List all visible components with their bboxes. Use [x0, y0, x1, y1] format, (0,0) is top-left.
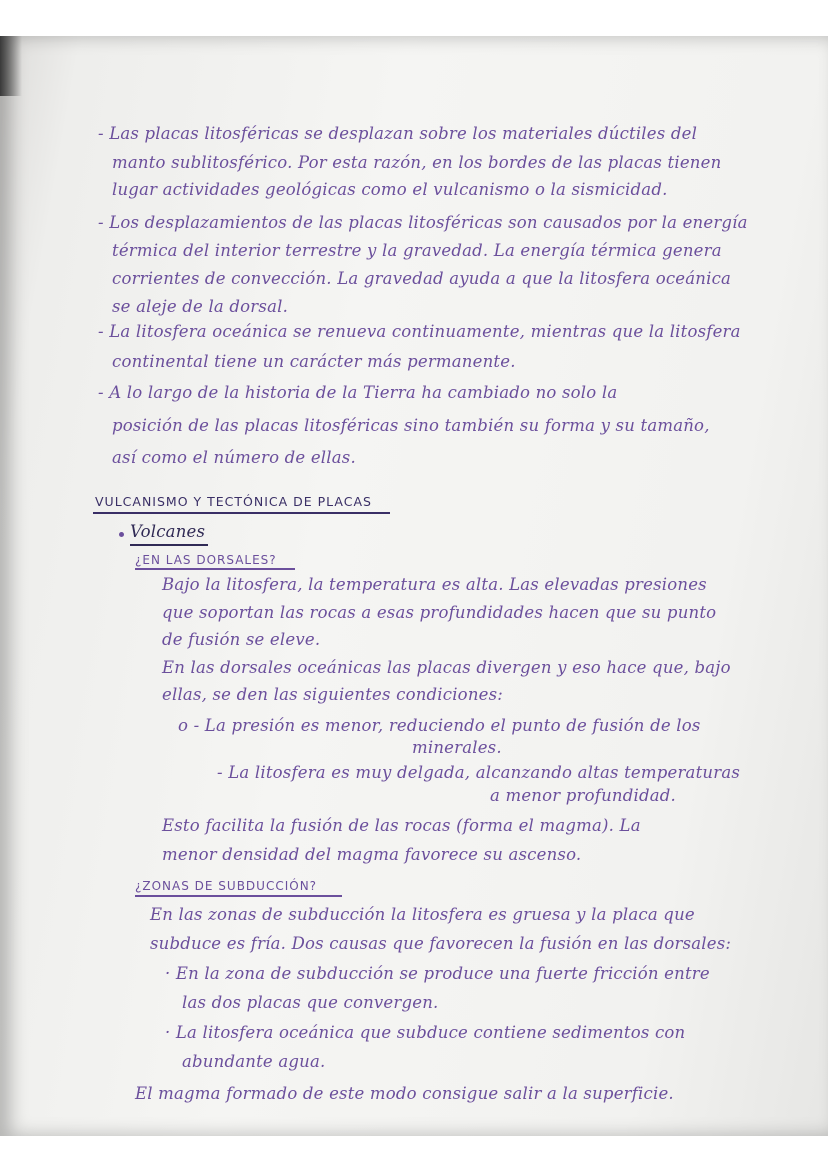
question-subduccion: ¿ZONAS DE SUBDUCCIÓN?: [135, 879, 318, 893]
intro-line-7: se aleje de la dorsal.: [112, 297, 289, 316]
dorsales-line-6: o - La presión es menor, reduciendo el punto de fusión de los: [178, 716, 701, 735]
top-margin: [0, 0, 828, 36]
dorsales-line-4: En las dorsales oceánicas las placas divergen y eso hace que, bajo: [162, 658, 731, 677]
question-subduccion-underline: [135, 895, 342, 897]
intro-line-4: - Los desplazamientos de las placas litosféricas son causados por la energía: [98, 213, 748, 232]
subduccion-line-5: · La litosfera oceánica que subduce contiene sedimentos con: [165, 1023, 686, 1042]
intro-line-2: manto sublitosférico. Por esta razón, en los bordes de las placas tienen: [112, 153, 722, 172]
dorsales-line-3: de fusión se eleve.: [162, 630, 321, 649]
heading-underline: [93, 512, 390, 514]
intro-line-8: - La litosfera oceánica se renueva continuamente, mientras que la litosfera: [98, 322, 741, 341]
subduccion-line-1: En las zonas de subducción la litosfera es gruesa y la placa que: [150, 905, 695, 924]
intro-line-10: - A lo largo de la historia de la Tierra ha cambiado no solo la: [98, 383, 618, 402]
dorsales-line-2: que soportan las rocas a esas profundidades hacen que su punto: [162, 603, 717, 622]
subduccion-line-6: abundante agua.: [182, 1052, 326, 1071]
intro-line-6: corrientes de convección. La gravedad ayuda a que la litosfera oceánica: [112, 269, 732, 288]
question-dorsales: ¿EN LAS DORSALES?: [135, 553, 277, 567]
dorsales-line-10: Esto facilita la fusión de las rocas (forma el magma). La: [162, 816, 641, 835]
dorsales-line-8: - La litosfera es muy delgada, alcanzando altas temperaturas: [217, 763, 741, 782]
intro-line-9: continental tiene un carácter más permanente.: [112, 352, 516, 371]
volcanes-label: Volcanes: [130, 522, 206, 541]
subduccion-line-7: El magma formado de este modo consigue salir a la superficie.: [135, 1084, 674, 1103]
subduccion-line-3: · En la zona de subducción se produce una fuerte fricción entre: [165, 964, 710, 983]
intro-line-3: lugar actividades geológicas como el vulcanismo o la sismicidad.: [112, 180, 668, 199]
section-heading: VULCANISMO Y TECTÓNICA DE PLACAS: [95, 494, 372, 509]
question-dorsales-underline: [135, 568, 295, 570]
volcanes-underline: [130, 544, 208, 546]
bottom-margin: [0, 1136, 828, 1171]
subduccion-line-2: subduce es fría. Dos causas que favorecen la fusión en las dorsales:: [150, 934, 732, 953]
subduccion-line-4: las dos placas que convergen.: [182, 993, 439, 1012]
intro-line-12: así como el número de ellas.: [112, 448, 356, 467]
bullet-dot: [119, 532, 124, 537]
page-shadow: [0, 36, 22, 96]
intro-line-1: - Las placas litosféricas se desplazan sobre los materiales dúctiles del: [98, 124, 698, 143]
dorsales-line-9: a menor profundidad.: [490, 786, 676, 805]
intro-line-5: térmica del interior terrestre y la gravedad. La energía térmica genera: [112, 241, 722, 260]
dorsales-line-1: Bajo la litosfera, la temperatura es alta. Las elevadas presiones: [162, 575, 707, 594]
dorsales-line-11: menor densidad del magma favorece su ascenso.: [162, 845, 582, 864]
intro-line-11: posición de las placas litosféricas sino también su forma y su tamaño,: [112, 416, 710, 435]
dorsales-line-7: minerales.: [412, 738, 502, 757]
dorsales-line-5: ellas, se den las siguientes condiciones:: [162, 685, 504, 704]
